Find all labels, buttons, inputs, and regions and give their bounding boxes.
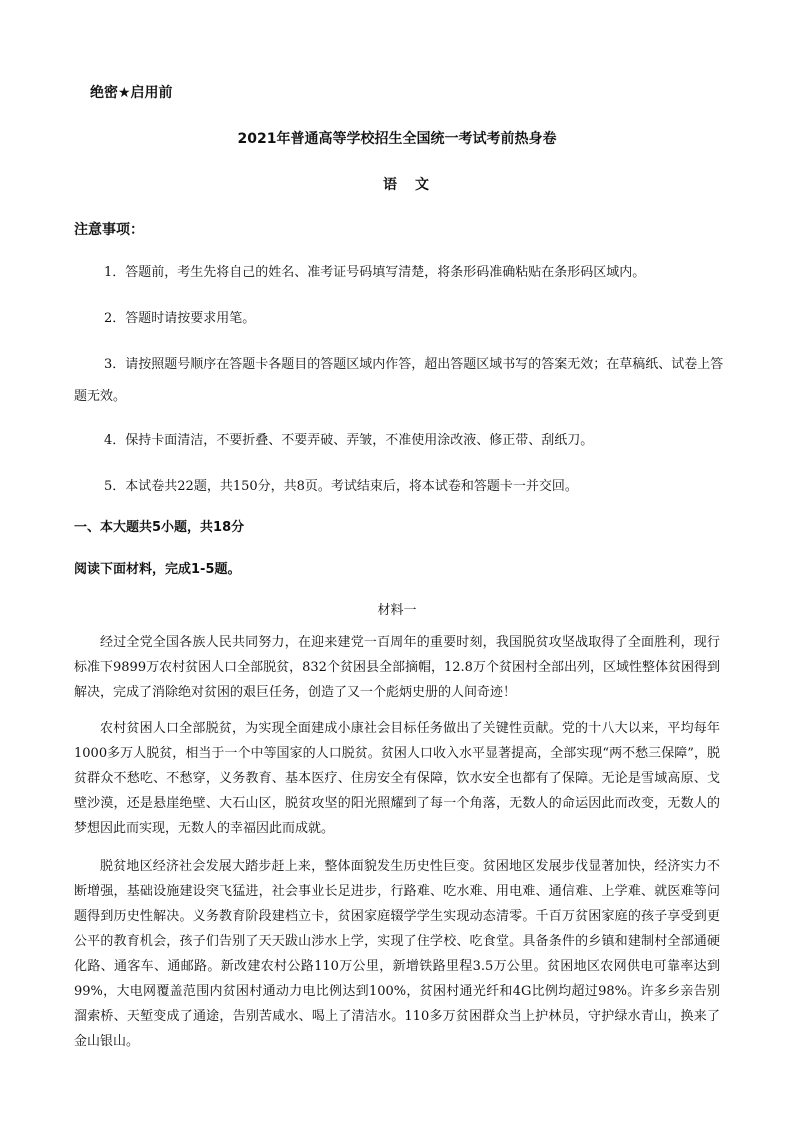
notice-item-text: 2．答题时请按要求用笔。 <box>104 311 256 326</box>
subject-title: 语文 <box>383 177 447 193</box>
reading-instruction: 阅读下面材料，完成1-5题。 <box>74 562 241 577</box>
section-heading: 一、本大题共5小题，共18分 <box>74 520 245 535</box>
notice-item <box>74 257 724 289</box>
material-title: 材料一 <box>377 603 417 618</box>
notice-item <box>74 303 724 335</box>
notice-item <box>74 425 724 457</box>
notice-item-text: 4．保持卡面清洁，不要折叠、不要弄破、弄皱，不准使用涂改液、修正带、刮纸刀。 <box>104 433 594 448</box>
notice-item <box>74 349 724 413</box>
material-paragraph: 经过全党全国各族人民共同努力，在迎来建党一百周年的重要时刻，我国脱贫攻坚战取得了全面胜利，现行标准下9899万农村贫困人口全部脱贫，832个贫困县全部摘帽，12.8万个贫困村全部出列，区域性整体贫困得到解决，完成了消除绝对贫困的艰巨任务，创造了又一个彪炳史册的人间奇迹！ <box>74 635 720 700</box>
material-paragraph: 农村贫困人口全部脱贫，为实现全面建成小康社会目标任务做出了关键性贡献。党的十八大以来，平均每年1000多万人脱贫，相当于一个中等国家的人口脱贫。贫困人口收入水平显著提高，全部实现“两不愁三保障”，脱贫群众不愁吃、不愁穿，义务教育、基本医疗、住房安全有保障，饮水安全也都有了保障。无论是雪域高原、戈壁沙漠，还是悬崖绝壁、大石山区，脱贫攻坚的阳光照耀到了每一个角落，无数人的命运因此而改变，无数人的梦想因此而实现，无数人的幸福因此而成就。 <box>74 721 720 836</box>
notice-item-text: 3．请按照题号顺序在答题卡各题目的答题区域内作答，超出答题区域书写的答案无效；在草稿纸、试卷上答题无效。 <box>74 357 724 404</box>
exam-title: 2021年普通高等学校招生全国统一考试考前热身卷 <box>237 131 557 147</box>
notice-item-text: 5．本试卷共22题，共150分，共8页。考试结束后，将本试卷和答题卡一并交回。 <box>104 479 578 494</box>
notice-item <box>74 471 724 503</box>
notice-item-text: 1．答题前，考生先将自己的姓名、准考证号码填写清楚，将条形码准确粘贴在条形码区域内。 <box>104 265 646 280</box>
notice-heading: 注意事项： <box>74 222 144 238</box>
confidential-label: 绝密★启用前 <box>90 85 173 101</box>
material-paragraph: 脱贫地区经济社会发展大踏步赶上来，整体面貌发生历史性巨变。贫困地区发展步伐显著加快，经济实力不断增强，基础设施建设突飞猛进，社会事业长足进步，行路难、吃水难、用电难、通信难、上学难、就医难等问题得到历史性解决。义务教育阶段建档立卡，贫困家庭辍学学生实现动态清零。千百万贫困家庭的孩子享受到更公平的教育机会，孩子们告别了天天跋山涉水上学，实现了住学校、吃食堂。具备条件的乡镇和建制村全部通硬化路、通客车、通邮路。新改建农村公路110万公里，新增铁路里程3.5万公里。贫困地区农网供电可靠率达到99%，大电网覆盖范围内贫困村通动力电比例达到100%，贫困村通光纤和4G比例均超过98%。许多乡亲告别溜索桥、天堑变成了通途，告别苦咸水、喝上了清洁水。110多万贫困群众当上护林员，守护绿水青山，换来了金山银山。 <box>74 859 720 1049</box>
